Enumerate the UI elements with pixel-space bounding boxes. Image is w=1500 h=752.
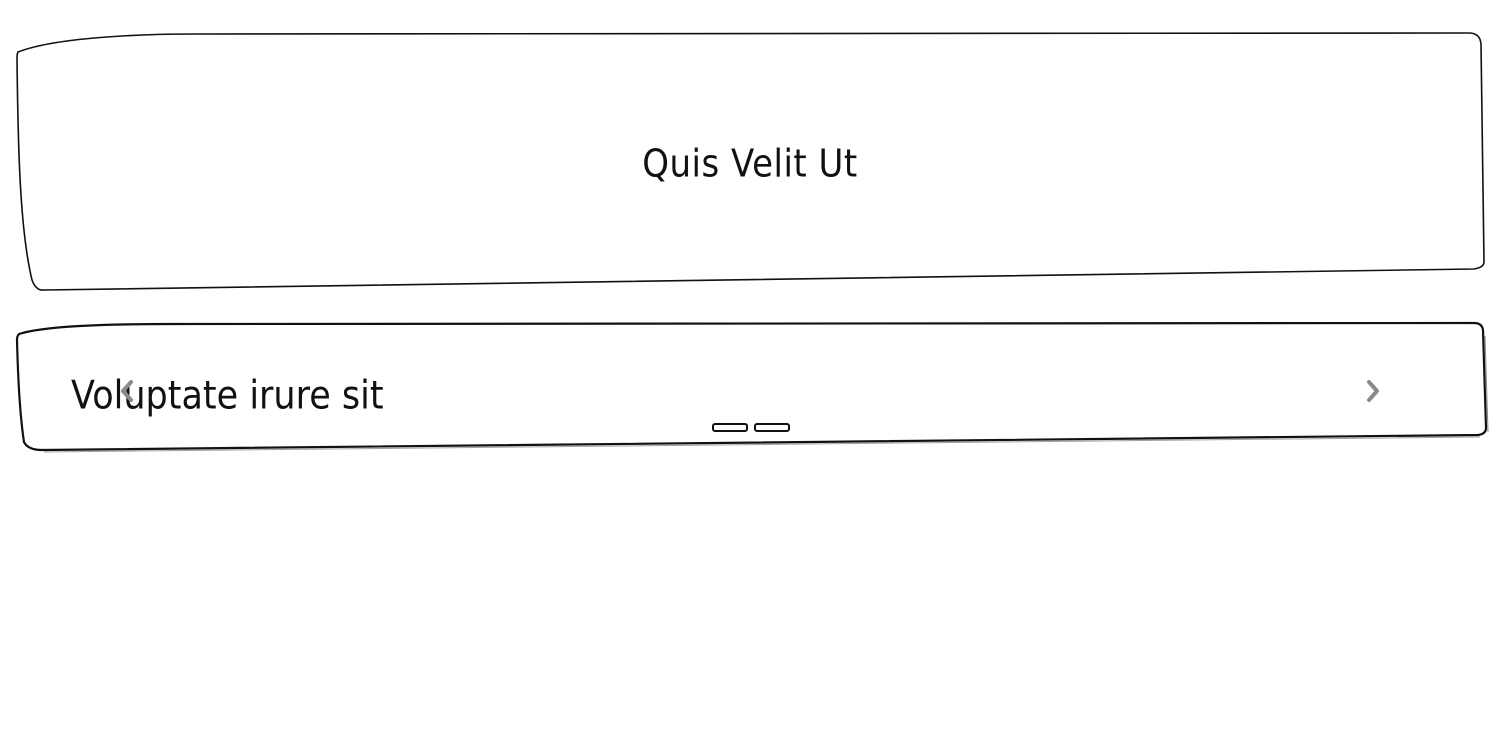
slide-caption: Voluptate irure sit (71, 373, 384, 419)
chevron-right-icon (1362, 376, 1384, 406)
carousel-next-button[interactable] (1362, 376, 1384, 406)
carousel-prev-button[interactable] (116, 376, 138, 406)
page-title: Quis Velit Ut (642, 141, 858, 187)
carousel[interactable] (14, 320, 1488, 454)
chevron-left-icon (116, 376, 138, 406)
carousel-indicators (712, 423, 790, 432)
header-card (14, 30, 1486, 292)
carousel-indicator-1[interactable] (712, 423, 748, 432)
carousel-indicator-2[interactable] (754, 423, 790, 432)
